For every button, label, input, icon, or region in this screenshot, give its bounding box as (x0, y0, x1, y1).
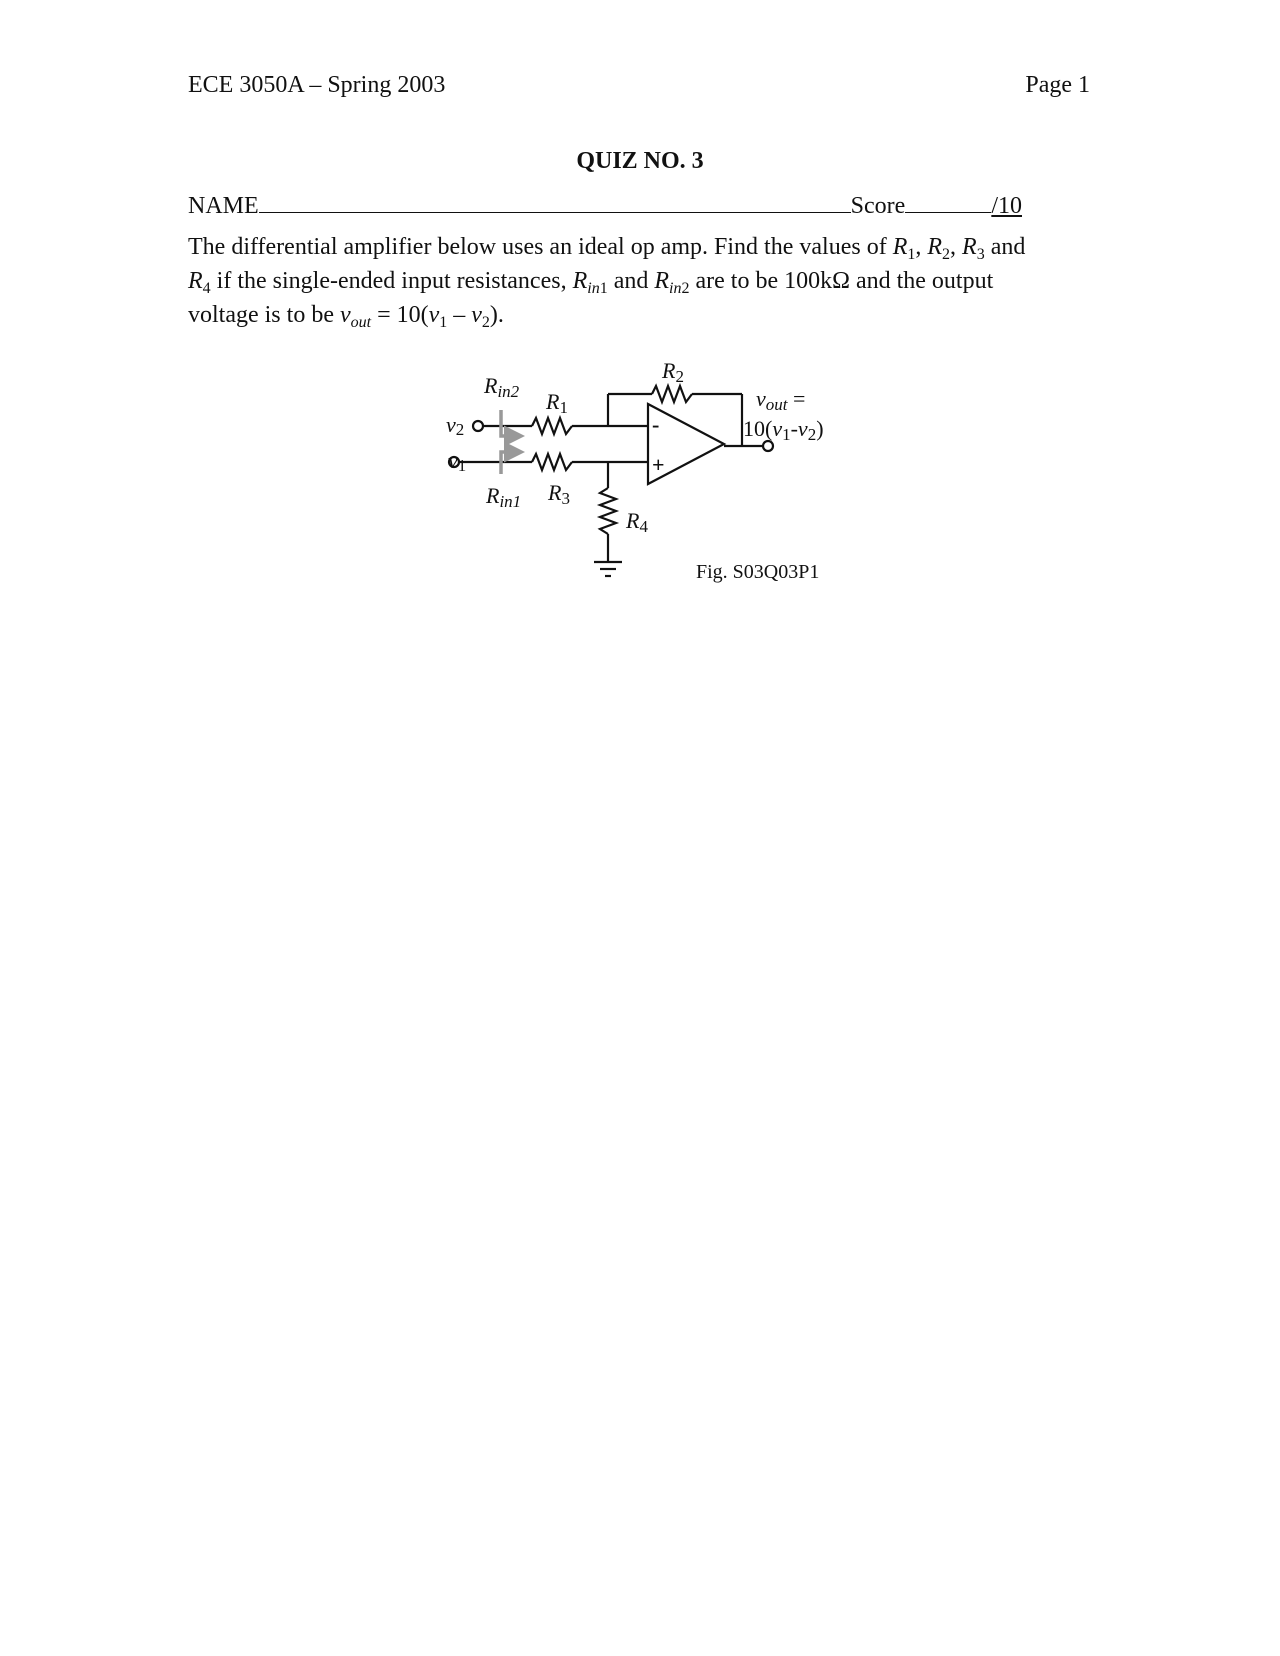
v2-terminal (473, 421, 483, 431)
r2-label: R2 (662, 358, 684, 386)
score-total: /10 (991, 193, 1022, 219)
v1-label: v1 (448, 448, 467, 475)
r1-resistor (532, 418, 572, 434)
problem-statement: The differential amplifier below uses an ideal op amp. Find the values of $R_1$, $R_2$, $R_3$ and $R_4$ if the single-ended input resistances, $R_{in1}$ and $R_{in2}$ are to be 100kΩ and the output voltage is to be $v_{out} = 10(v_1 - v_2)$. (188, 234, 1026, 331)
quiz-title: QUIZ NO. 3 (576, 148, 704, 174)
opamp-plus: + (652, 452, 665, 477)
rin2-arrow (501, 410, 518, 436)
figure-caption: Fig. S03Q03P1 (696, 561, 820, 583)
r3-label: R3 (548, 480, 570, 508)
opamp-minus: - (652, 412, 660, 437)
vout-expression: 10(v1-v2) (743, 416, 824, 444)
r2-resistor (652, 386, 692, 402)
score-label: Score (850, 193, 906, 219)
r4-resistor (600, 488, 616, 534)
name-label: NAME (188, 193, 259, 219)
r1-label: R1 (546, 389, 568, 417)
page-number: Page 1 (1025, 72, 1090, 98)
rin1-label: Rin1 (486, 483, 522, 511)
r3-resistor (532, 454, 572, 470)
r4-label: R4 (626, 508, 648, 536)
vout-terminal (763, 441, 773, 451)
vout-label: vout = (756, 386, 806, 414)
v2-label: v2 (446, 412, 465, 439)
course-header: ECE 3050A – Spring 2003 (188, 72, 446, 98)
rin2-label: Rin2 (484, 373, 520, 401)
